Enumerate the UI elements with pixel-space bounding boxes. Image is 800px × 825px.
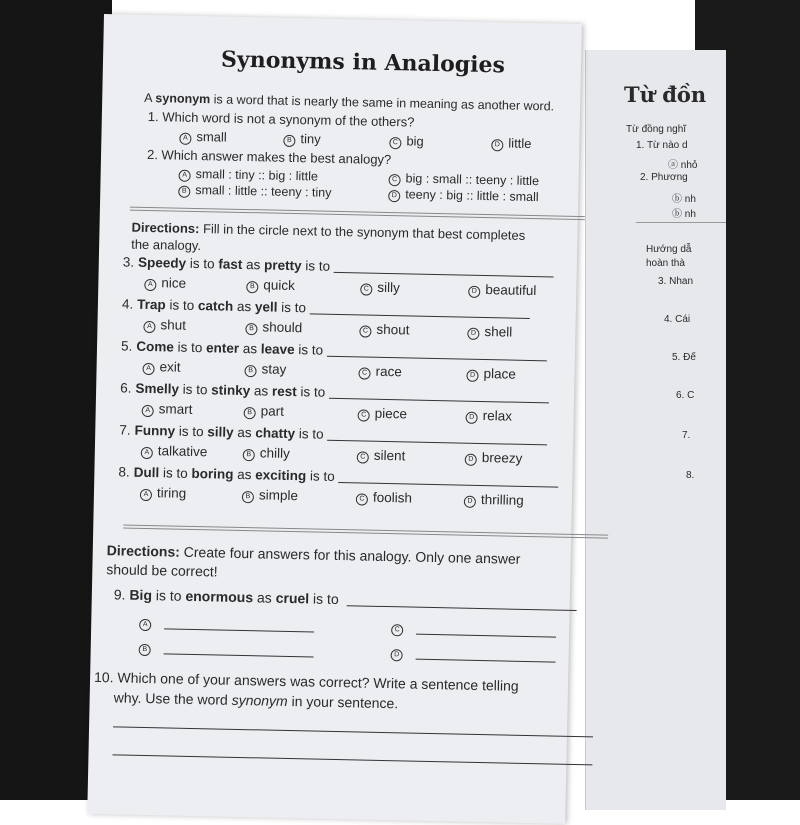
analogy-word: cruel — [275, 589, 310, 607]
option-label: teeny : big :: little : small — [405, 187, 539, 205]
answer-option[interactable] — [246, 277, 295, 294]
option-c[interactable] — [389, 133, 424, 150]
directions-text: Fill in the circle next to the synonym that best completes — [199, 221, 526, 243]
directions-1-line2: the analogy. — [131, 236, 202, 254]
connector: as — [250, 383, 273, 399]
answer-option[interactable] — [244, 361, 286, 378]
worksheet-page — [87, 14, 582, 824]
connector: as — [238, 340, 262, 357]
option-bubble[interactable]: C — [360, 283, 372, 295]
option-bubble[interactable]: A — [179, 133, 191, 145]
connector: as — [233, 298, 256, 315]
answer-blank[interactable] — [346, 605, 576, 611]
option-label: relax — [482, 408, 513, 424]
option-bubble[interactable]: A — [140, 489, 152, 501]
question-text: in your sentence. — [287, 692, 399, 712]
answer-option[interactable] — [465, 450, 523, 467]
answer-blank[interactable] — [310, 313, 530, 319]
analogy-question — [121, 338, 547, 362]
question-number: 4. — [121, 296, 134, 312]
answer-option[interactable] — [143, 317, 186, 334]
option-label: small — [196, 128, 227, 145]
option-bubble[interactable]: B — [242, 491, 254, 503]
option-c[interactable] — [388, 171, 539, 189]
question-10-line2 — [114, 689, 399, 711]
option-bubble[interactable]: D — [466, 370, 478, 382]
option-d[interactable] — [388, 187, 539, 205]
question-1: 1. Which word is not a synonym of the others? — [147, 108, 415, 130]
option-label: beautiful — [485, 282, 537, 299]
analogy-word: Big — [129, 586, 153, 604]
option-label: quick — [263, 277, 296, 294]
answer-blank[interactable] — [334, 272, 554, 278]
connector: as — [252, 589, 276, 606]
answer-blank[interactable] — [164, 653, 314, 657]
question-number: 9. — [113, 586, 126, 603]
answer-blank[interactable] — [416, 659, 556, 663]
option-bubble[interactable]: D — [465, 454, 477, 466]
option-label: place — [483, 366, 516, 382]
question-number: 6. — [120, 380, 132, 396]
option-bubble[interactable]: B — [139, 644, 151, 656]
option-bubble[interactable]: D — [468, 286, 480, 298]
analogy-word: yell — [254, 299, 278, 315]
option-bubble[interactable]: B — [243, 449, 255, 461]
option-label: big : small :: teeny : little — [405, 171, 540, 189]
answer-option[interactable] — [140, 485, 187, 502]
side-line: Hướng dẫ — [646, 244, 692, 255]
q9-answer-a[interactable] — [139, 615, 314, 635]
option-label: thrilling — [480, 492, 524, 508]
connector: is to — [151, 587, 186, 604]
analogy-word: Come — [136, 338, 174, 355]
option-label: silly — [377, 279, 400, 296]
connector: is to — [173, 339, 207, 356]
side-page-title: Từ đồn — [624, 82, 707, 107]
analogy-word: enormous — [185, 587, 254, 606]
analogy-word: pretty — [263, 257, 302, 274]
emphasized-word: synonym — [231, 691, 288, 709]
answer-blank[interactable] — [327, 440, 547, 446]
answer-option[interactable] — [468, 282, 536, 299]
option-bubble[interactable]: C — [358, 409, 370, 421]
side-line: Từ đồng nghĩ — [626, 124, 687, 135]
side-line: ⓐ nhỏ — [668, 160, 698, 171]
connector: is to — [159, 465, 192, 481]
answer-blank[interactable] — [164, 628, 314, 632]
adjacent-page — [585, 50, 726, 810]
option-bubble[interactable]: B — [283, 135, 295, 147]
option-label: exit — [159, 359, 181, 375]
option-label: race — [375, 363, 402, 380]
option-label: tiring — [156, 485, 187, 501]
side-line: 5. Đế — [672, 352, 696, 363]
connector: is to — [296, 384, 326, 400]
answer-blank[interactable] — [339, 482, 559, 488]
connector: as — [233, 466, 256, 483]
option-bubble[interactable]: B — [178, 186, 190, 198]
option-bubble[interactable]: B — [244, 365, 256, 377]
option-bubble[interactable]: C — [389, 137, 401, 149]
analogy-word: Dull — [133, 464, 160, 481]
option-label: small : little :: teeny : tiny — [195, 182, 332, 200]
option-label: silent — [373, 447, 406, 464]
option-bubble[interactable]: A — [179, 170, 191, 182]
question-number: 5. — [120, 338, 133, 354]
analogy-word: fast — [218, 256, 243, 272]
option-bubble[interactable]: C — [388, 174, 400, 186]
option-label: chilly — [259, 445, 291, 461]
directions-label: Directions: — [131, 219, 200, 237]
connector: as — [242, 256, 265, 273]
option-label: shut — [160, 317, 187, 333]
answer-option[interactable] — [244, 403, 285, 420]
question-9 — [114, 586, 577, 612]
option-bubble[interactable]: C — [359, 325, 371, 337]
question-number: 3. — [122, 254, 135, 270]
connector: is to — [174, 423, 208, 440]
answer-option[interactable] — [141, 443, 208, 460]
answer-blank[interactable] — [329, 398, 549, 404]
option-label: piece — [374, 405, 408, 422]
question-1-options — [180, 128, 560, 151]
option-label: small : tiny :: big : little — [195, 166, 319, 184]
option-label: part — [260, 403, 285, 419]
answer-option[interactable] — [242, 487, 298, 504]
side-line: 6. C — [676, 390, 695, 401]
option-bubble[interactable]: C — [356, 493, 368, 505]
side-line: 7. — [682, 430, 691, 441]
option-bubble[interactable]: D — [467, 328, 479, 340]
option-bubble[interactable]: C — [358, 367, 370, 379]
analogy-question — [123, 254, 555, 278]
answer-option[interactable] — [464, 492, 524, 509]
analogy-word: rest — [271, 383, 297, 400]
side-line: hoàn thà — [646, 258, 685, 269]
option-bubble[interactable]: C — [391, 624, 403, 636]
analogy-word: leave — [260, 341, 295, 358]
question-number: 10. — [93, 668, 114, 686]
page-title: Synonyms in Analogies — [220, 46, 506, 79]
option-label: shout — [376, 321, 410, 338]
option-label: nice — [161, 275, 187, 291]
connector: is to — [294, 426, 324, 442]
section-divider — [130, 207, 585, 221]
analogy-word: exciting — [255, 467, 307, 484]
option-bubble[interactable]: A — [142, 363, 154, 375]
option-label: should — [262, 319, 303, 336]
section-divider — [123, 525, 608, 539]
analogy-word: chatty — [255, 425, 296, 442]
option-label: simple — [258, 487, 299, 504]
answer-blank[interactable] — [416, 634, 556, 638]
q9-answer-b[interactable] — [139, 640, 314, 660]
option-label: foolish — [372, 489, 413, 506]
connector: is to — [301, 258, 331, 274]
side-line: 1. Từ nào d — [636, 140, 688, 151]
question-2: 2. Which answer makes the best analogy? — [146, 146, 392, 168]
option-label: big — [406, 133, 424, 149]
q9-answer-d[interactable] — [391, 645, 556, 664]
option-a[interactable] — [179, 129, 227, 146]
option-label: little — [508, 135, 532, 151]
question-text: why. Use the word — [113, 689, 232, 708]
side-line: 4. Cái — [664, 314, 691, 325]
answer-option[interactable] — [142, 401, 193, 418]
option-bubble[interactable]: A — [144, 279, 156, 291]
option-bubble[interactable]: D — [466, 412, 478, 424]
q9-answer-c[interactable] — [391, 620, 556, 639]
side-line: 3. Nhan — [658, 276, 694, 287]
answer-option[interactable] — [360, 279, 400, 296]
option-b[interactable] — [283, 131, 321, 148]
answer-option[interactable] — [466, 366, 516, 383]
directions-2-line2: should be correct! — [106, 561, 218, 580]
definition-term: synonym — [155, 91, 211, 107]
option-label: stay — [261, 361, 287, 377]
option-bubble[interactable]: D — [391, 649, 403, 661]
option-bubble[interactable]: B — [246, 281, 258, 293]
connector: is to — [306, 468, 335, 484]
connector: as — [233, 424, 256, 441]
connector: is to — [294, 342, 324, 358]
side-line: ⓑ nh — [672, 209, 696, 220]
definition-prefix: A — [144, 90, 156, 106]
question-number: 7. — [119, 422, 131, 438]
directions-label: Directions: — [106, 542, 181, 560]
connector: is to — [165, 297, 199, 314]
definition-text: is a word that is nearly the same in meaning as another word. — [210, 92, 555, 114]
answer-blank[interactable] — [327, 356, 547, 362]
option-bubble[interactable]: D — [388, 190, 400, 202]
answer-option[interactable] — [358, 405, 408, 422]
option-a[interactable] — [179, 167, 319, 185]
question-number: 8. — [118, 464, 130, 480]
option-label: breezy — [481, 450, 523, 466]
answer-option[interactable] — [357, 447, 406, 464]
option-label: shell — [484, 324, 513, 340]
analogy-word: Smelly — [135, 380, 180, 397]
analogy-word: boring — [191, 465, 234, 482]
analogy-word: enter — [205, 340, 240, 356]
analogy-question — [122, 296, 530, 320]
answer-option[interactable] — [142, 359, 180, 376]
answer-option[interactable] — [144, 275, 186, 292]
question-text: Which one of your answers was correct? Write a sentence telling — [113, 669, 519, 694]
side-line: 2. Phương — [640, 172, 688, 183]
answer-option[interactable] — [358, 363, 402, 380]
option-bubble[interactable]: A — [139, 619, 151, 631]
connector: is to — [308, 590, 339, 608]
option-bubble[interactable]: C — [357, 451, 369, 463]
option-bubble[interactable]: A — [142, 405, 154, 417]
analogy-word: Trap — [137, 296, 166, 313]
analogy-word: stinky — [211, 382, 251, 399]
analogy-word: silly — [207, 424, 234, 440]
option-label: tiny — [300, 131, 321, 147]
option-b[interactable] — [178, 183, 331, 201]
option-bubble[interactable]: B — [244, 407, 256, 419]
answer-option[interactable] — [356, 489, 412, 506]
side-line: ⓑ nh — [672, 194, 696, 205]
option-bubble[interactable]: A — [141, 447, 153, 459]
option-bubble[interactable]: D — [491, 139, 503, 151]
writing-line[interactable] — [113, 726, 593, 737]
analogy-word: Funny — [134, 422, 176, 439]
option-label: talkative — [157, 443, 208, 460]
analogy-word: catch — [197, 298, 234, 314]
answer-option[interactable] — [359, 321, 409, 338]
analogy-word: Speedy — [137, 254, 187, 271]
side-line: 8. — [686, 470, 695, 481]
option-label: smart — [158, 401, 193, 417]
side-rule — [636, 222, 726, 223]
answer-option[interactable] — [245, 319, 302, 336]
option-bubble[interactable]: D — [464, 496, 476, 508]
answer-option[interactable] — [466, 408, 513, 425]
connector: is to — [277, 299, 307, 316]
directions-text: Create four answers for this analogy. Only one answer — [179, 543, 521, 567]
answer-option[interactable] — [243, 445, 290, 462]
connector: is to — [185, 255, 219, 272]
writing-line[interactable] — [112, 754, 592, 765]
answer-option[interactable] — [467, 324, 512, 341]
connector: is to — [178, 381, 212, 398]
option-d[interactable] — [491, 135, 531, 152]
option-bubble[interactable]: B — [245, 323, 257, 335]
option-bubble[interactable]: A — [143, 321, 155, 333]
